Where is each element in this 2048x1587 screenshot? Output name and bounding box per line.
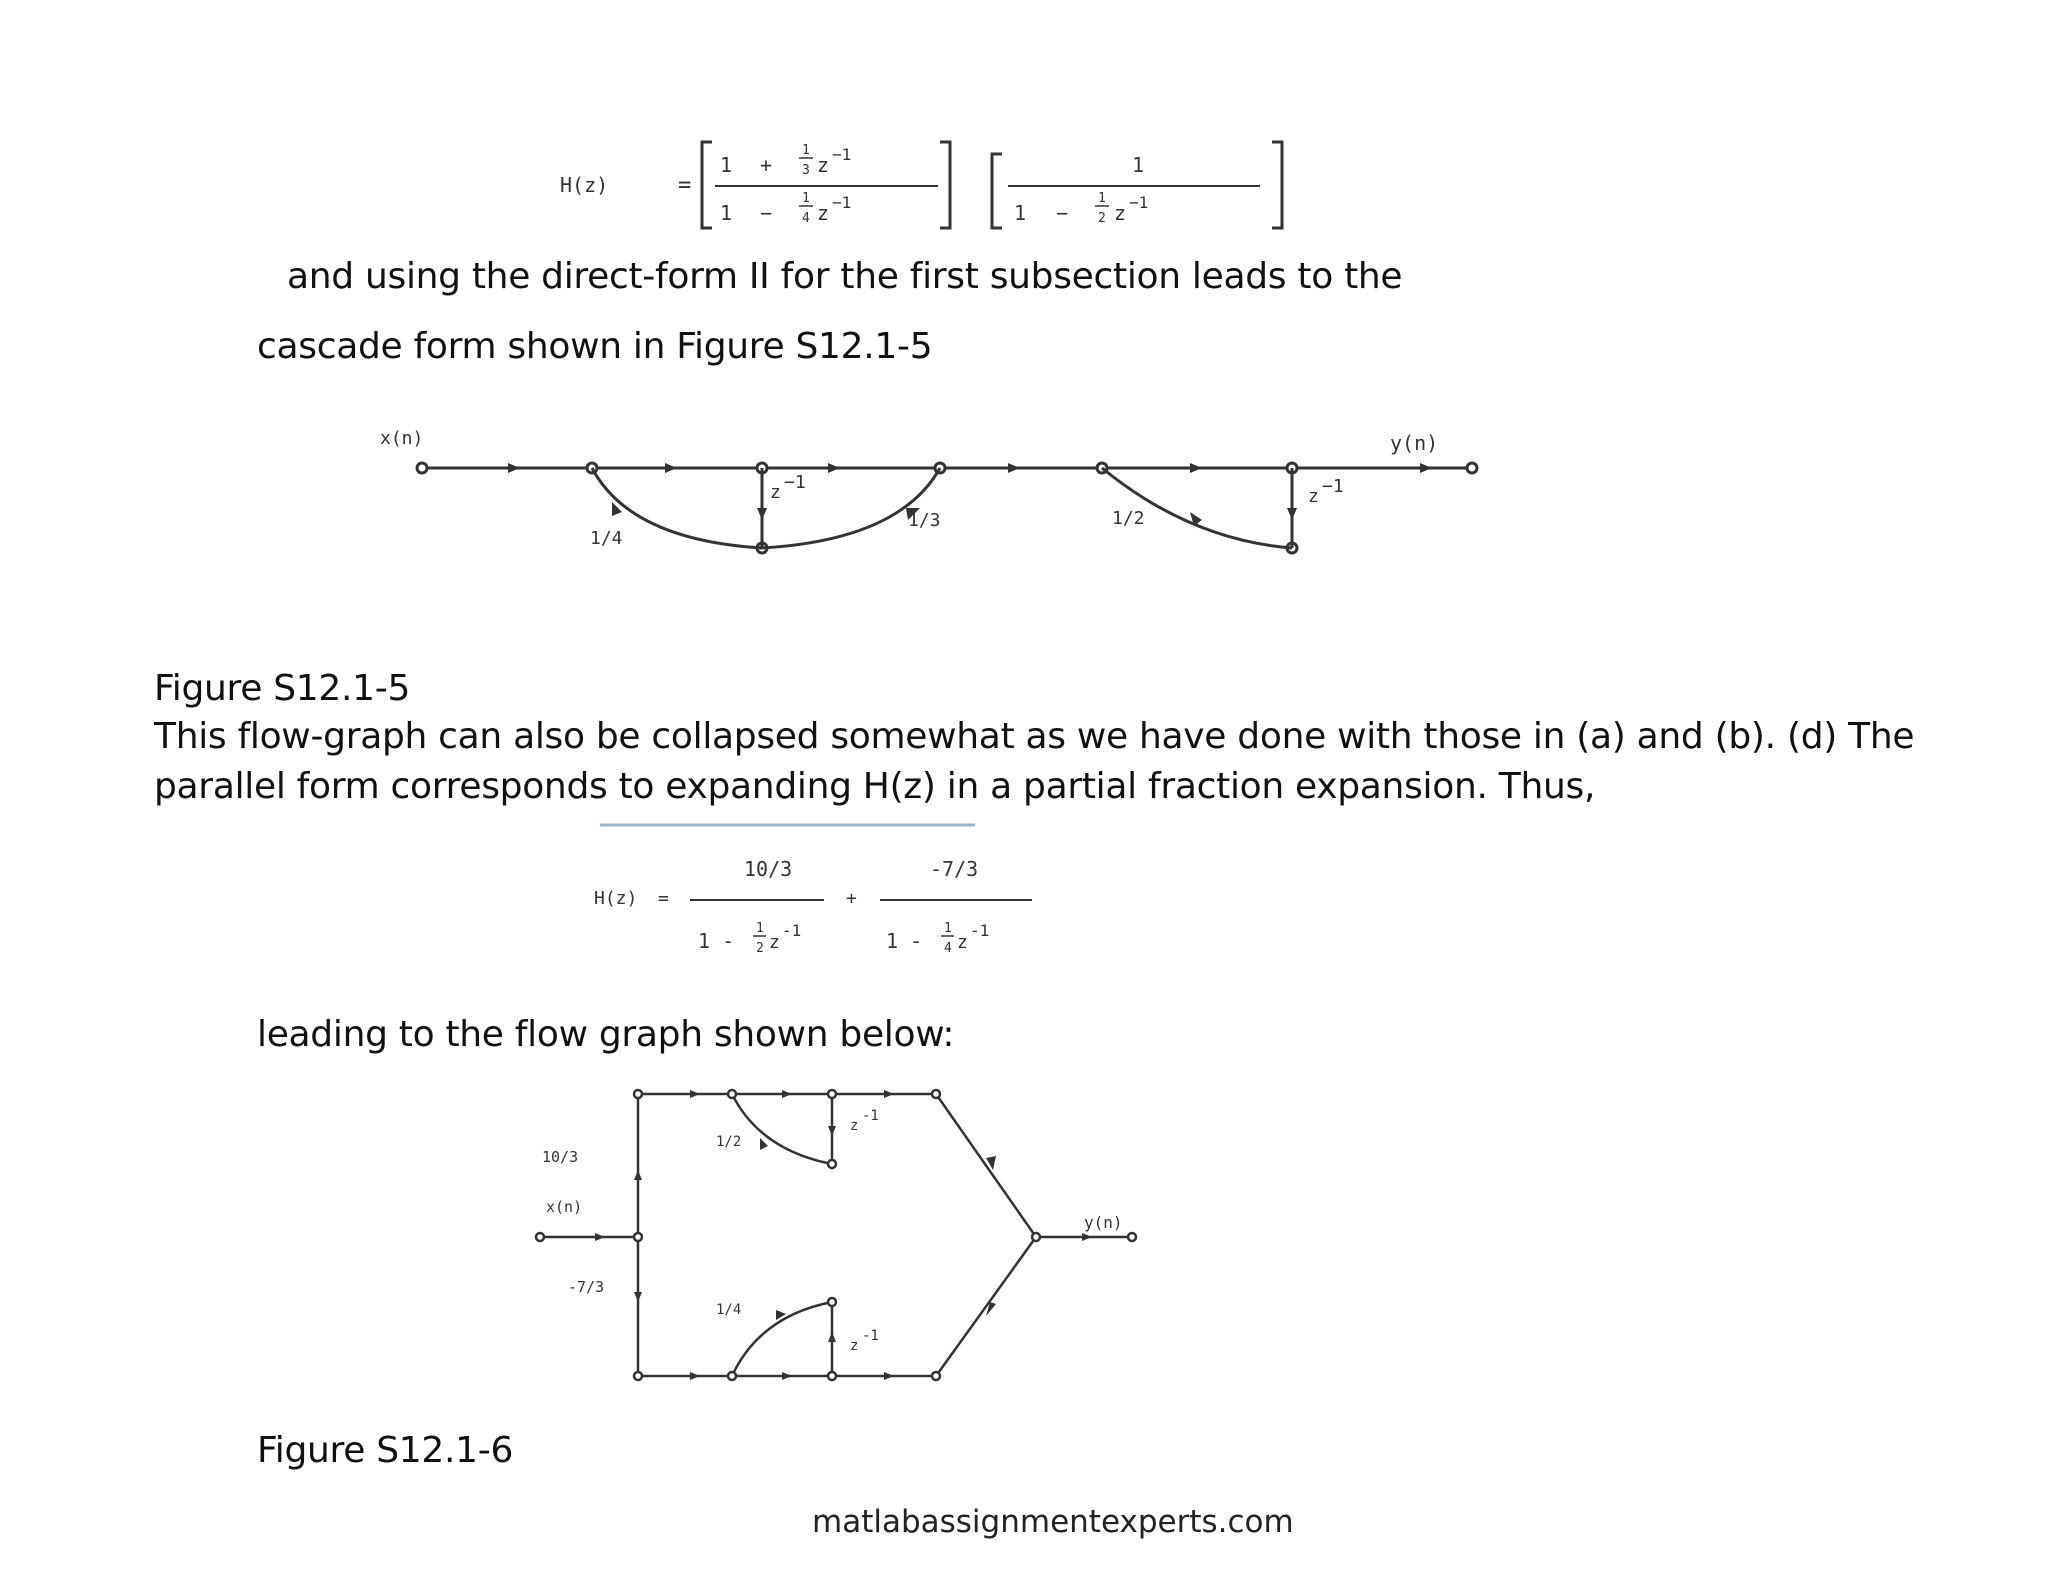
equation-cascade: [520, 120, 1320, 240]
cascade-delay1-z: z: [770, 482, 781, 503]
eq2-lhs: H(z): [594, 888, 638, 909]
paragraph: [154, 712, 2034, 812]
eq2-t1-num: 10/3: [744, 857, 793, 881]
eq2-equals: =: [658, 888, 669, 909]
text-line-1: and using the direct-form II for the first subsection leads to the: [287, 256, 1403, 297]
divider-line: [600, 822, 980, 828]
cascade-delay2-z: z: [1308, 486, 1319, 507]
f1-num-one: 1: [720, 153, 733, 177]
f2-den-frac-d: 2: [1098, 211, 1106, 226]
bracket-left-1: [702, 142, 712, 228]
parallel-delay-bottom-z: z: [850, 1338, 859, 1354]
parallel-gain-bottom: -7/3: [568, 1278, 605, 1296]
eq2-t2-frac-n: 1: [944, 921, 952, 936]
paragraph-line-2: parallel form corresponds to expanding H(z) in a partial fraction expansion. Thus,: [154, 766, 1596, 807]
eq2-t1-frac-d: 2: [756, 941, 764, 956]
eq2-t1-z: z: [769, 932, 780, 953]
eq2-t2-exp: -1: [970, 921, 990, 940]
f1-den-one: 1: [720, 201, 733, 225]
paragraph-line-1: This flow-graph can also be collapsed somewhat as we have done with those in (a) and (b). (d) The: [154, 716, 1915, 757]
f1-den-exp: −1: [832, 193, 852, 212]
footer-website: matlabassignmentexperts.com: [812, 1504, 1294, 1540]
eq1-equals: =: [678, 173, 692, 198]
f1-den-frac-n: 1: [802, 191, 810, 206]
parallel-delay-top-z: z: [850, 1118, 859, 1134]
parallel-coef-top: 1/2: [716, 1134, 742, 1150]
f1-num-frac-n: 1: [802, 143, 810, 158]
caption-figure-2: Figure S12.1-6: [257, 1430, 514, 1471]
f2-den-frac-n: 1: [1098, 191, 1106, 206]
figure-cascade: [360, 420, 1520, 580]
f1-den-frac-d: 4: [802, 211, 810, 226]
f1-num-z: z: [817, 153, 830, 177]
f1-num-exp: −1: [832, 145, 852, 164]
caption-figure-1: Figure S12.1-5: [154, 668, 411, 709]
f2-den-one: 1: [1014, 201, 1027, 225]
f1-num-frac-d: 3: [802, 163, 810, 178]
cascade-output-label: y(n): [1390, 431, 1439, 455]
parallel-output-label: y(n): [1084, 1213, 1123, 1232]
eq2-plus: +: [846, 888, 857, 909]
cascade-delay1-exp: −1: [784, 472, 806, 493]
text-line-2: cascade form shown in Figure S12.1-5: [257, 326, 933, 367]
eq2-t2-num: -7/3: [930, 857, 979, 881]
bracket-right-2: [1272, 142, 1282, 228]
parallel-delay-bottom-exp: -1: [862, 1328, 879, 1344]
f1-num-op: +: [760, 153, 773, 177]
f2-den-op: −: [1056, 201, 1069, 225]
cascade-coef-c: 1/2: [1112, 508, 1145, 529]
f1-den-op: −: [760, 201, 773, 225]
parallel-coef-bottom: 1/4: [716, 1302, 742, 1318]
f2-den-exp: −1: [1129, 193, 1149, 212]
eq2-t2-den-one: 1 -: [886, 929, 923, 953]
f2-num: 1: [1132, 153, 1145, 177]
text-line-3: leading to the flow graph shown below:: [257, 1014, 955, 1055]
bracket-left-2: [992, 154, 1002, 228]
parallel-input-label: x(n): [546, 1198, 583, 1216]
figure-parallel: [520, 1080, 1180, 1400]
eq2-t1-frac-n: 1: [756, 921, 764, 936]
eq1-lhs: H(z): [560, 173, 609, 197]
cascade-coef-b: 1/3: [908, 510, 941, 531]
cascade-delay2-exp: −1: [1322, 476, 1344, 497]
eq2-t2-frac-d: 4: [944, 941, 952, 956]
cascade-input-label: x(n): [380, 428, 424, 449]
equation-parallel: [580, 848, 1060, 978]
bracket-right-1: [940, 142, 950, 228]
eq2-t2-z: z: [957, 932, 968, 953]
eq2-t1-exp: -1: [782, 921, 802, 940]
parallel-delay-top-exp: -1: [862, 1108, 879, 1124]
cascade-coef-a: 1/4: [590, 528, 623, 549]
cascade-nodes: [417, 463, 1477, 553]
eq2-t1-den-one: 1 -: [698, 929, 735, 953]
f2-den-z: z: [1114, 201, 1127, 225]
f1-den-z: z: [817, 201, 830, 225]
parallel-gain-top: 10/3: [542, 1148, 579, 1166]
